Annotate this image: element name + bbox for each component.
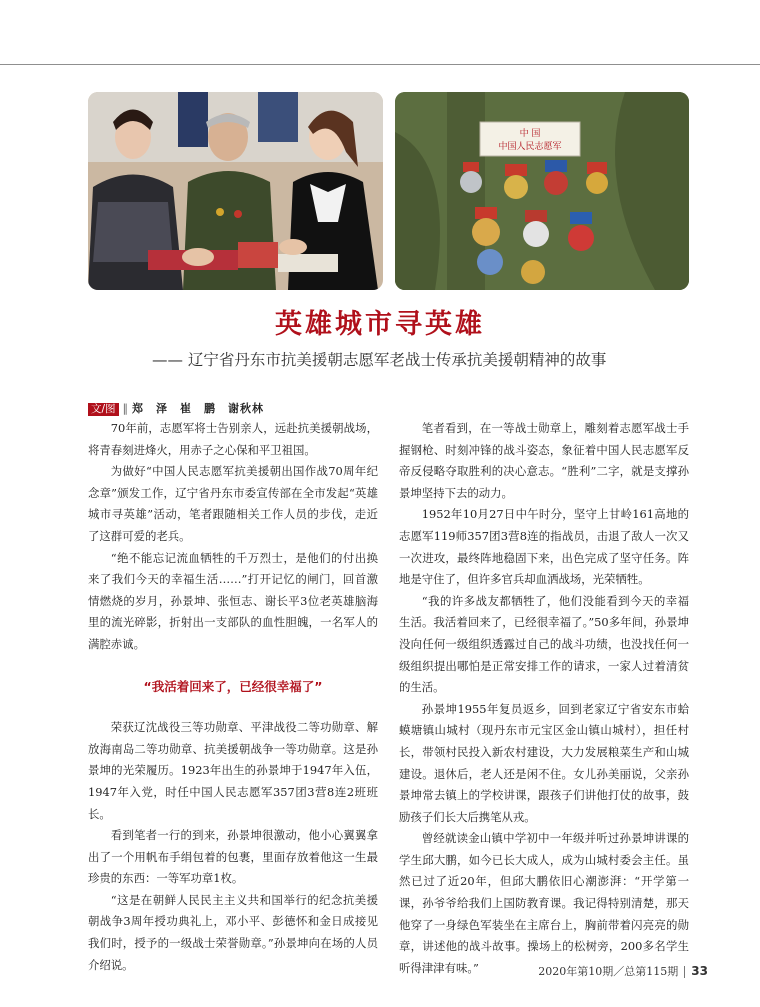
article-subtitle: —— 辽宁省丹东市抗美援朝志愿军老战士传承抗美援朝精神的故事: [152, 351, 607, 369]
paragraph: 曾经就读金山镇中学初中一年级并听过孙景坤讲课的学生邱大鹏，如今已长大成人，成为山城村委会主任。虽然已过了近20年，但邱大鹏依旧心潮澎湃：“开学第一课，孙爷爷给我们上国防教育课。我记得特别清楚，那天他穿了一身绿色军装坐在主席台上，胸前带着闪亮亮的勋章，讲述他的战斗故事。操场上的松树旁，200多名学生听得津津有味。”: [399, 831, 689, 975]
left-column: [88, 418, 378, 976]
paragraph: 看到笔者一行的到来，孙景坤很激动，他小心翼翼拿出了一个用帆布手绢包着的包裹，里面存放着他这一生最珍贵的东西：一等军功章1枚。: [88, 828, 378, 886]
paragraph: 为做好“中国人民志愿军抗美援朝出国作战70周年纪念章”颁发工作，辽宁省丹东市委宣传部在全市发起“英雄城市寻英雄”活动，笔者跟随相关工作人员的步伐，走近了这群可爱的老兵。: [88, 464, 378, 543]
paragraph: “我的许多战友都牺牲了，他们没能看到今天的幸福生活。我活着回来了，已经很幸福了。”50多年间，孙景坤没向任何一级组织透露过自己的战斗功绩，也没找任何一级组织提出哪怕是正常安排工作的请求，一家人过着清贫的生活。: [399, 593, 689, 695]
paragraph: 孙景坤1955年复员返乡，回到老家辽宁省安东市蛤蟆塘镇山城村（现丹东市元宝区金山镇山城村），担任村长，带领村民投入新农村建设，大力发展粮菜生产和山城建设。退休后，老人还是闲不住。女儿孙美丽说，父亲孙景坤常去镇上的学校讲课，跟孩子们讲他打仗的故事，鼓励孩子们长大后携笔从戎。: [399, 701, 689, 824]
page-footer: [538, 963, 708, 979]
page-number: 33: [691, 964, 708, 978]
issue-info: 2020年第10期／总第115期: [538, 965, 679, 978]
byline-authors: 郑 泽 崔 鹏 谢秋林: [132, 402, 265, 415]
medal-patch-label-top: 中 国: [519, 129, 541, 139]
paragraph: 70年前，志愿军将士告别亲人，远赴抗美援朝战场，将青春刻进烽火，用赤子之心保和平卫祖国。: [88, 421, 378, 457]
article-title: 英雄城市寻英雄: [275, 309, 485, 340]
paragraph: 荣获辽沈战役三等功勋章、平津战役二等功勋章、解放海南岛二等功勋章、抗美援朝战争一等功勋章。这是孙景坤的光荣履历。1923年出生的孙景坤于1947年入伍，1947年入党，时任中国人民志愿军357团3营8连2班班长。: [88, 720, 378, 821]
header-rule: [0, 64, 760, 65]
right-column: [399, 418, 689, 979]
footer-divider: [684, 966, 685, 978]
paragraph: “这是在朝鲜人民民主主义共和国举行的纪念抗美援朝战争3周年授功典礼上，邓小平、彭德怀和金日成接见我们时，授予的一级战士荣誉勋章。”孙景坤向在场的人员介绍说。: [88, 892, 378, 972]
byline: [88, 400, 264, 416]
paragraph: “绝不能忘记流血牺牲的千万烈士，是他们的付出换来了我们今天的幸福生活……”打开记忆的闸门，回首激情燃烧的岁月，孙景坤、张恒志、谢长平3位老英雄脑海里的流光碎影，折射出一支部队的血性胆魄，一名军人的满腔赤诚。: [88, 550, 378, 651]
medal-patch-label: 中国人民志愿军: [498, 142, 562, 152]
byline-tag: 文/图: [88, 403, 119, 416]
paragraph: 笔者看到，在一等战士勋章上，雕刻着志愿军战士手握钢枪、时刻冲锋的战斗姿态，象征着中国人民志愿军反帝反侵略夺取胜利的决心意志。“胜利”二字，就是支撑孙景坤坚持下去的动力。: [399, 421, 689, 500]
section-heading: “我活着回来了，已经很幸福了”: [143, 678, 323, 694]
byline-separator: ‖: [122, 402, 129, 415]
photo-veteran-with-visitors: [88, 92, 383, 290]
paragraph: 1952年10月27日中午时分，坚守上甘岭161高地的志愿军119师357团3营8连的指战员，击退了敌人一次又一次进攻，最终阵地稳固下来，出色完成了坚守任务。阵地是守住了，但许多官兵却血洒战场，光荣牺牲。: [399, 507, 689, 587]
photo-medals-on-uniform: [395, 92, 689, 290]
